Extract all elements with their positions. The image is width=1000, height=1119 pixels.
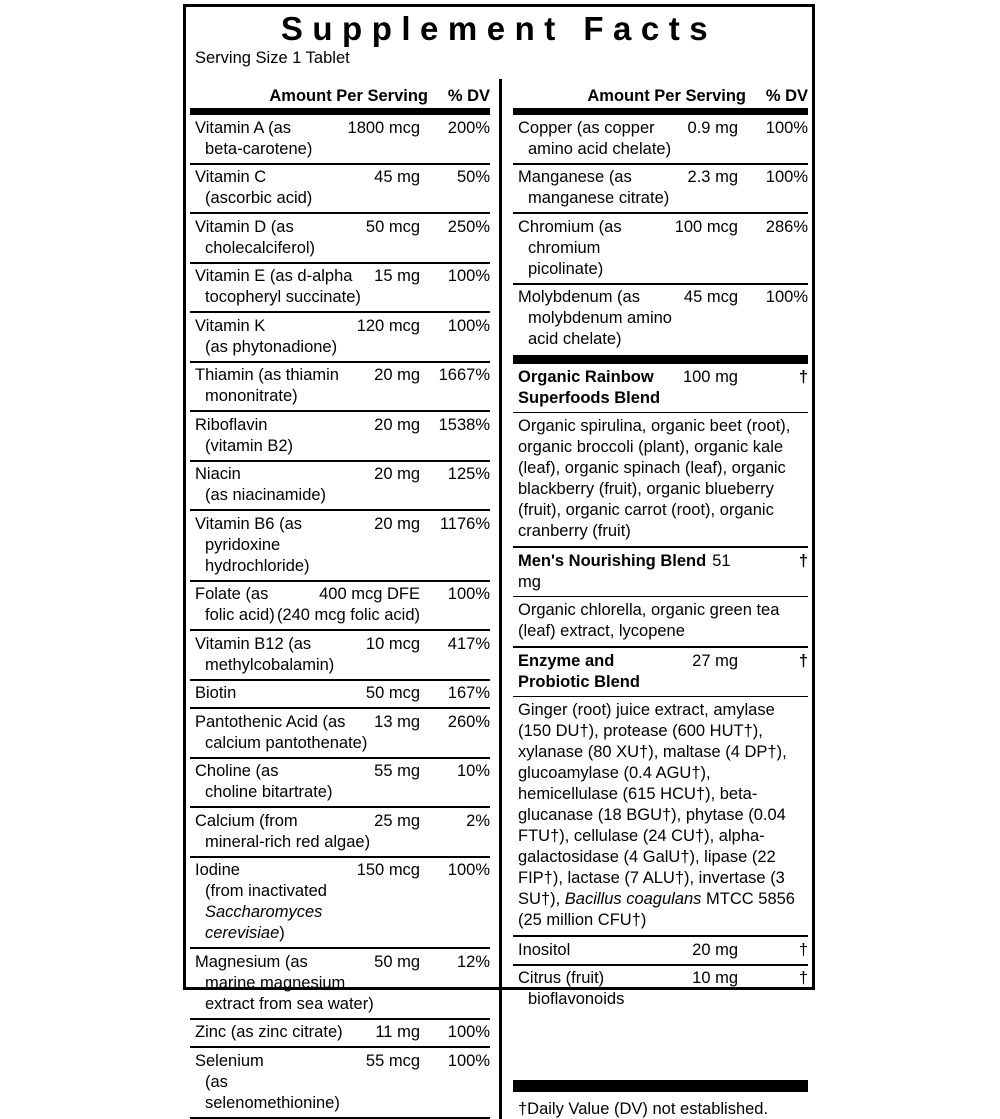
nutrient-amount: 10 mg (692, 969, 738, 987)
nutrient-name: Citrus (fruit) bioflavonoids (518, 969, 625, 1008)
nutrient-row (190, 115, 490, 163)
blend-header-row (513, 548, 808, 596)
nutrient-percent-dv: 100% (447, 585, 490, 603)
nutrient-name: Pantothenic Acid (as calcium pantothenate) (195, 712, 368, 752)
nutrient-name: Vitamin A (as beta-carotene) (195, 118, 313, 158)
daily-value-footnote: †Daily Value (DV) not established. (518, 1099, 769, 1118)
blend-divider-bar (513, 355, 808, 364)
nutrient-name: Vitamin C (ascorbic acid) (195, 168, 313, 207)
nutrient-percent-dv: 100% (447, 267, 490, 285)
nutrient-amount: 0.9 mg (687, 118, 738, 137)
row-separator (190, 1117, 490, 1119)
nutrient-amount: 15 mg (374, 267, 420, 285)
nutrient-name: Niacin (as niacinamide) (195, 465, 327, 504)
right-column-spacer (513, 1013, 808, 1078)
left-percent-dv-header: % DV (447, 87, 490, 105)
nutrient-percent-dv: 200% (447, 118, 490, 137)
nutrient-name: Riboflavin (vitamin B2) (195, 415, 294, 455)
nutrient-percent-dv: 2% (466, 811, 490, 830)
nutrient-name: Manganese (as manganese citrate) (518, 168, 670, 207)
nutrient-percent-dv: 100% (447, 1023, 490, 1041)
blend-ingredient-list: Organic spirulina, organic beet (root), organic broccoli (plant), organic kale (leaf), organic spinach (leaf), organic blackberry (fruit), organic blueberry (fruit), organic carrot (root), organic cranberry (fruit) (518, 417, 791, 540)
nutrient-row (190, 363, 490, 411)
nutrient-row (190, 631, 490, 679)
nutrient-amount: 50 mg (374, 952, 420, 971)
nutrient-row (190, 1020, 490, 1047)
nutrient-row (190, 808, 490, 856)
left-nutrient-column (190, 79, 499, 1119)
nutrient-amount: 20 mg (374, 514, 420, 533)
nutrient-percent-dv: 125% (447, 465, 490, 483)
nutrient-name: Thiamin (as thiamin mononitrate) (195, 366, 339, 405)
nutrient-percent-dv: 50% (456, 168, 490, 186)
nutrient-amount: 2.3 mg (687, 168, 738, 186)
nutrient-row (190, 264, 490, 312)
nutrient-name: Chromium (as chromium picolinate) (518, 217, 622, 278)
blend-name: Organic Rainbow Superfoods Blend (518, 367, 661, 407)
left-header-rule (190, 108, 490, 115)
nutrient-amount: 120 mcg (356, 316, 420, 335)
nutrient-name: Folate (as folic acid) (195, 585, 275, 624)
nutrient-name: Choline (as choline bitartrate) (195, 762, 333, 801)
nutrient-name: Vitamin B12 (as methylcobalamin) (195, 634, 335, 674)
blend-ingredient-list: Organic chlorella, organic green tea (leaf) extract, lycopene (518, 601, 780, 640)
blend-header-row (513, 364, 808, 412)
nutrient-amount: 50 mcg (365, 684, 420, 702)
nutrient-amount: 13 mg (374, 712, 420, 731)
right-column-header (513, 79, 808, 108)
nutrient-name: Biotin (195, 684, 237, 702)
nutrient-percent-dv: 250% (447, 217, 490, 236)
nutrient-name: Inositol (518, 940, 571, 959)
nutrient-percent-dv: 100% (447, 861, 490, 879)
right-nutrient-rows (513, 115, 808, 1013)
nutrient-amount: 45 mcg (683, 288, 738, 306)
nutrient-row (513, 115, 808, 163)
nutrient-percent-dv: † (798, 969, 808, 987)
nutrient-row (190, 681, 490, 708)
nutrition-columns (190, 79, 808, 1119)
nutrient-percent-dv: 286% (765, 217, 808, 236)
nutrient-amount: 55 mg (374, 762, 420, 780)
left-column-header (190, 79, 490, 108)
nutrient-percent-dv: 100% (447, 316, 490, 335)
nutrient-percent-dv: 1667% (438, 366, 490, 384)
blend-ingredient-list: Ginger (root) juice extract, amylase (150 DU†), protease (600 HUT†), xylanase (80 XU†), maltase (4 DP†), glucoamylase (0.4 AGU†), hemicellulase (615 HCU†), beta-glucanase (18 BGU†), phytase (0.04 FTU†), cellulase (24 CU†), alpha-galactosidase (4 GalU†), lipase (22 FIP†), lactase (7 ALU†), invertase (3 SU†), Bacillus coagulans MTCC 5856 (25 million CFU†) (518, 701, 795, 929)
nutrient-row (190, 165, 490, 213)
nutrient-amount: 50 mcg (365, 217, 420, 236)
nutrient-amount: 25 mg (374, 811, 420, 830)
nutrient-amount: 10 mcg (365, 634, 420, 653)
nutrient-row (190, 582, 490, 630)
nutrient-amount: 55 mcg (365, 1051, 420, 1070)
nutrient-row (513, 966, 808, 1014)
nutrient-percent-dv: 167% (447, 684, 490, 702)
nutrient-row (190, 949, 490, 1018)
blend-amount-inline: 51 mg (518, 551, 731, 591)
nutrient-name: Calcium (from mineral-rich red algae) (195, 811, 371, 851)
nutrient-amount: 45 mg (374, 168, 420, 186)
nutrient-name: Iodine (from inactivated Saccharomyces cerevisiae) (195, 861, 327, 942)
nutrient-name: Vitamin B6 (as pyridoxine hydrochloride) (195, 514, 310, 575)
blend-percent-dv: † (798, 651, 808, 670)
nutrient-amount: 20 mg (374, 465, 420, 483)
nutrient-percent-dv: 10% (456, 762, 490, 780)
blend-amount: 27 mg (692, 651, 738, 670)
blend-header-row (513, 648, 808, 696)
nutrient-percent-dv: 417% (447, 634, 490, 653)
nutrient-row (190, 1048, 490, 1117)
nutrient-name: Vitamin K (as phytonadione) (195, 316, 338, 356)
blend-percent-dv: † (798, 367, 808, 386)
nutrient-name: Magnesium (as marine magnesium extract from sea water) (195, 952, 374, 1013)
page-title: Supplement Facts (280, 10, 718, 47)
nutrient-name: Vitamin E (as d-alpha tocopheryl succinate) (195, 267, 361, 306)
left-nutrient-rows (190, 115, 490, 1119)
nutrient-percent-dv: 1176% (439, 514, 490, 533)
nutrient-percent-dv: 260% (447, 712, 490, 731)
blend-name: Men's Nourishing Blend 51 mg (518, 551, 731, 591)
serving-size-text: Serving Size 1 Tablet (195, 49, 350, 67)
nutrient-row (513, 165, 808, 213)
nutrient-amount: 150 mcg (356, 861, 420, 879)
right-header-rule (513, 108, 808, 115)
nutrient-row (190, 313, 490, 361)
blend-percent-dv: † (798, 551, 808, 570)
nutrient-name: Vitamin D (as cholecalciferol) (195, 217, 316, 257)
nutrient-amount: 20 mg (692, 940, 738, 959)
nutrient-row (190, 511, 490, 580)
nutrient-amount: 400 mcg DFE (240 mcg folic acid) (276, 585, 420, 624)
nutrient-row (513, 214, 808, 283)
nutrient-name: Selenium (as selenomethionine) (195, 1051, 340, 1112)
footnote-divider-bar (513, 1080, 808, 1092)
nutrient-percent-dv: 100% (765, 118, 808, 137)
nutrient-row (513, 285, 808, 354)
nutrient-amount: 20 mg (374, 366, 420, 384)
blend-amount: 100 mg (682, 367, 738, 386)
nutrient-amount: 20 mg (374, 415, 420, 434)
nutrient-amount: 11 mg (375, 1023, 420, 1041)
nutrient-row (190, 858, 490, 948)
nutrient-percent-dv: 100% (447, 1051, 490, 1070)
right-percent-dv-header: % DV (765, 87, 808, 105)
nutrient-row (513, 937, 808, 964)
nutrient-percent-dv: † (798, 940, 808, 959)
nutrient-name: Molybdenum (as molybdenum amino acid chelate) (518, 288, 672, 348)
nutrient-row (190, 462, 490, 510)
nutrient-name: Zinc (as zinc citrate) (195, 1023, 343, 1041)
right-nutrient-column (499, 79, 808, 1119)
nutrient-row (190, 412, 490, 460)
nutrient-name: Copper (as copper amino acid chelate) (518, 118, 672, 158)
nutrient-row (190, 709, 490, 757)
nutrient-amount: 100 mcg (674, 217, 738, 236)
supplement-facts-label (183, 4, 815, 1118)
nutrient-percent-dv: 12% (456, 952, 490, 971)
right-amount-per-serving-header: Amount Per Serving (587, 87, 746, 105)
nutrient-percent-dv: 100% (765, 288, 808, 306)
nutrient-row (190, 214, 490, 262)
nutrient-percent-dv: 100% (765, 168, 808, 186)
nutrient-row (190, 759, 490, 807)
nutrient-amount: 1800 mcg (347, 118, 420, 137)
blend-name: Enzyme and Probiotic Blend (518, 651, 640, 691)
left-amount-per-serving-header: Amount Per Serving (269, 87, 428, 105)
italic-organism-name: Bacillus coagulans (564, 890, 702, 908)
nutrient-percent-dv: 1538% (438, 415, 490, 434)
